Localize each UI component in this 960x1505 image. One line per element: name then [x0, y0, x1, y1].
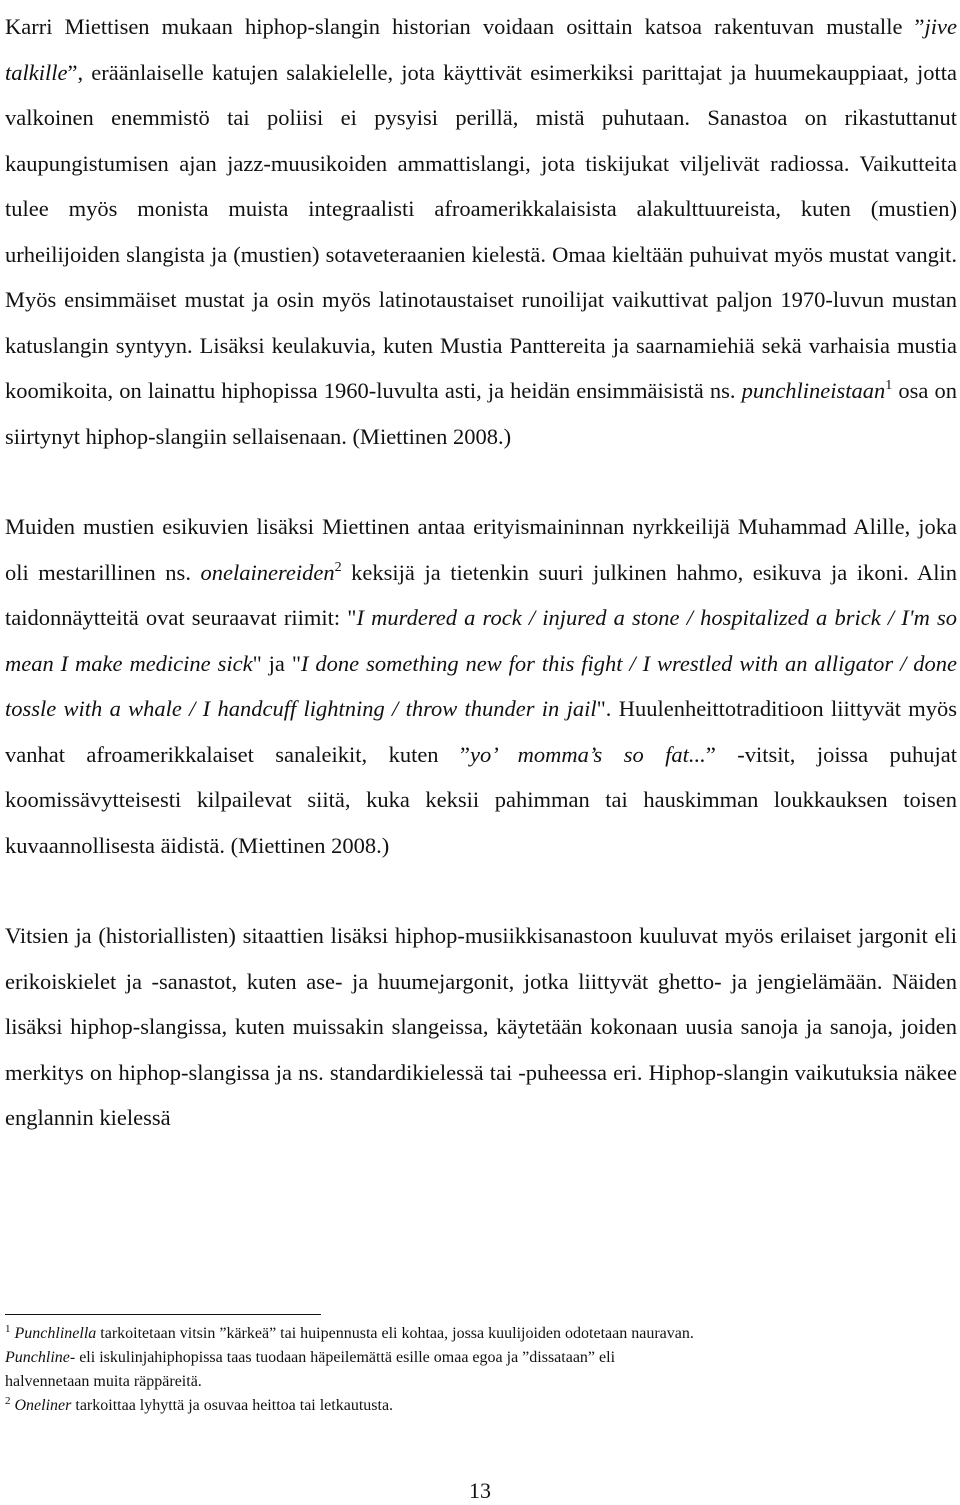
- text-run: tarkoitetaan vitsin ”kärkeä” tai huipennusta eli kohtaa, jossa kuulijoiden odotetaan nauravan.: [96, 1325, 694, 1342]
- italic-text: jive talkille: [5, 14, 957, 85]
- footnote-marker: 2: [5, 1395, 11, 1407]
- text-run: tarkoittaa lyhyttä ja osuvaa heittoa tai letkautusta.: [71, 1397, 394, 1414]
- italic-text: I done something new for this fight / I wrestled with an alligator / done tossle with a whale / I handcuff lightning / throw thunder in jail: [5, 650, 957, 721]
- footnotes: [5, 1322, 957, 1418]
- text-run: keksijä ja tietenkin suuri julkinen hahmo, esikuva ja ikoni. Alin taidonnäytteitä ovat seuraavat riimit: ": [5, 559, 957, 630]
- text-run: ”, eräänlaiselle katujen salakielelle, jota käyttivät esimerkiksi parittajat ja huumekauppiaat, jotta valkoinen enemmistö tai poliisi ei pysyisi perillä, mistä puhutaan. Sanastoa on rikastuttanut kaupungistumisen ajan jazz-muusikoiden ammattislangi, jota tiskijukat viljelivät radiossa. Vaikutteita tulee myös monista muista integraalisti afroamerikkalaisista alakulttuureista, kuten (mustien) urheilijoiden slangista ja (mustien) sotaveteraanien kielestä. Omaa kieltään puhuivat myös mustat vangit. Myös ensimmäiset mustat ja osin myös latinotaustaiset runoilijat vaikuttivat paljon 1970-luvun mustan katuslangin syntyyn. Lisäksi keulakuvia, kuten Mustia Panttereita ja saarnamiehiä sekä varhaisia mustia koomikoita, on lainattu hiphopissa 1960-luvulta asti, ja heidän ensimmäisistä ns.: [5, 59, 957, 403]
- italic-text: onelainereiden: [200, 559, 335, 585]
- text-run: Karri Miettisen mukaan hiphop-slangin historian voidaan osittain katsoa rakentuvan mustalle ”: [5, 14, 925, 39]
- paragraph-muhammad-ali: [5, 504, 957, 868]
- footnote-marker: 1: [5, 1323, 11, 1335]
- page-number: 13: [469, 1478, 491, 1503]
- text-run: Muiden mustien esikuvien lisäksi Miettinen antaa erityismaininnan nyrkkeilijä Muhammad Alille, joka oli mestarillinen ns.: [5, 514, 957, 585]
- paragraph-jargons: [5, 913, 957, 1141]
- text-run: ". Huulenheittotraditioon liittyvät myös vanhat afroamerikkalaiset sanaleikit, kuten ”: [5, 696, 957, 767]
- text-run: Vitsien ja (historiallisten) sitaattien lisäksi hiphop-musiikkisanastoon kuuluvat myös erilaiset jargonit eli erikoiskielet ja -sanastot, kuten ase- ja huumejargonit, jotka liittyvät ghetto- ja jengielämään. Näiden lisäksi hiphop-slangissa, kuten muissakin slangeissa, käytetään kokonaan uusia sanoja ja sanoja, joiden merkitys on hiphop-slangissa ja ns. standardikielessä tai -puheessa eri. Hiphop-slangin vaikutuksia näkee englannin kielessä: [5, 923, 957, 1130]
- footnote-separator: [5, 1314, 321, 1315]
- italic-text: Punchline: [5, 1349, 70, 1366]
- text-run: osa on siirtynyt hiphop-slangiin sellaisenaan. (Miettinen 2008.): [5, 378, 957, 449]
- text-run: ” -vitsit, joissa puhujat koomissävytteisesti kilpailevat siitä, kuka keksii pahimman tai hauskimman loukkauksen toisen kuvaannollisesta äidistä. (Miettinen 2008.): [5, 741, 958, 858]
- italic-text: Punchlinella: [14, 1325, 97, 1342]
- italic-text: yo’ momma’s so fat...: [470, 741, 706, 767]
- footnote-2: [5, 1394, 957, 1418]
- italic-text: punchlineistaan: [741, 378, 886, 403]
- text-run: - eli iskulinjahiphopissa taas tuodaan häpeilemättä esille omaa egoa ja ”dissataan” eli: [69, 1349, 616, 1366]
- footnote-marker: 1: [885, 378, 893, 393]
- italic-text: Oneliner: [14, 1397, 72, 1414]
- page-body: [5, 4, 957, 1141]
- paragraph-hiphop-slang-history: [5, 4, 957, 459]
- footnote-marker: 2: [334, 559, 342, 575]
- footnote-1: [5, 1322, 957, 1394]
- text-run: halvennetaan muita räppäreitä.: [5, 1373, 202, 1390]
- italic-text: I murdered a rock / injured a stone / hospitalized a brick / I'm so mean I make medicine sick: [5, 605, 957, 676]
- text-run: " ja ": [252, 650, 302, 676]
